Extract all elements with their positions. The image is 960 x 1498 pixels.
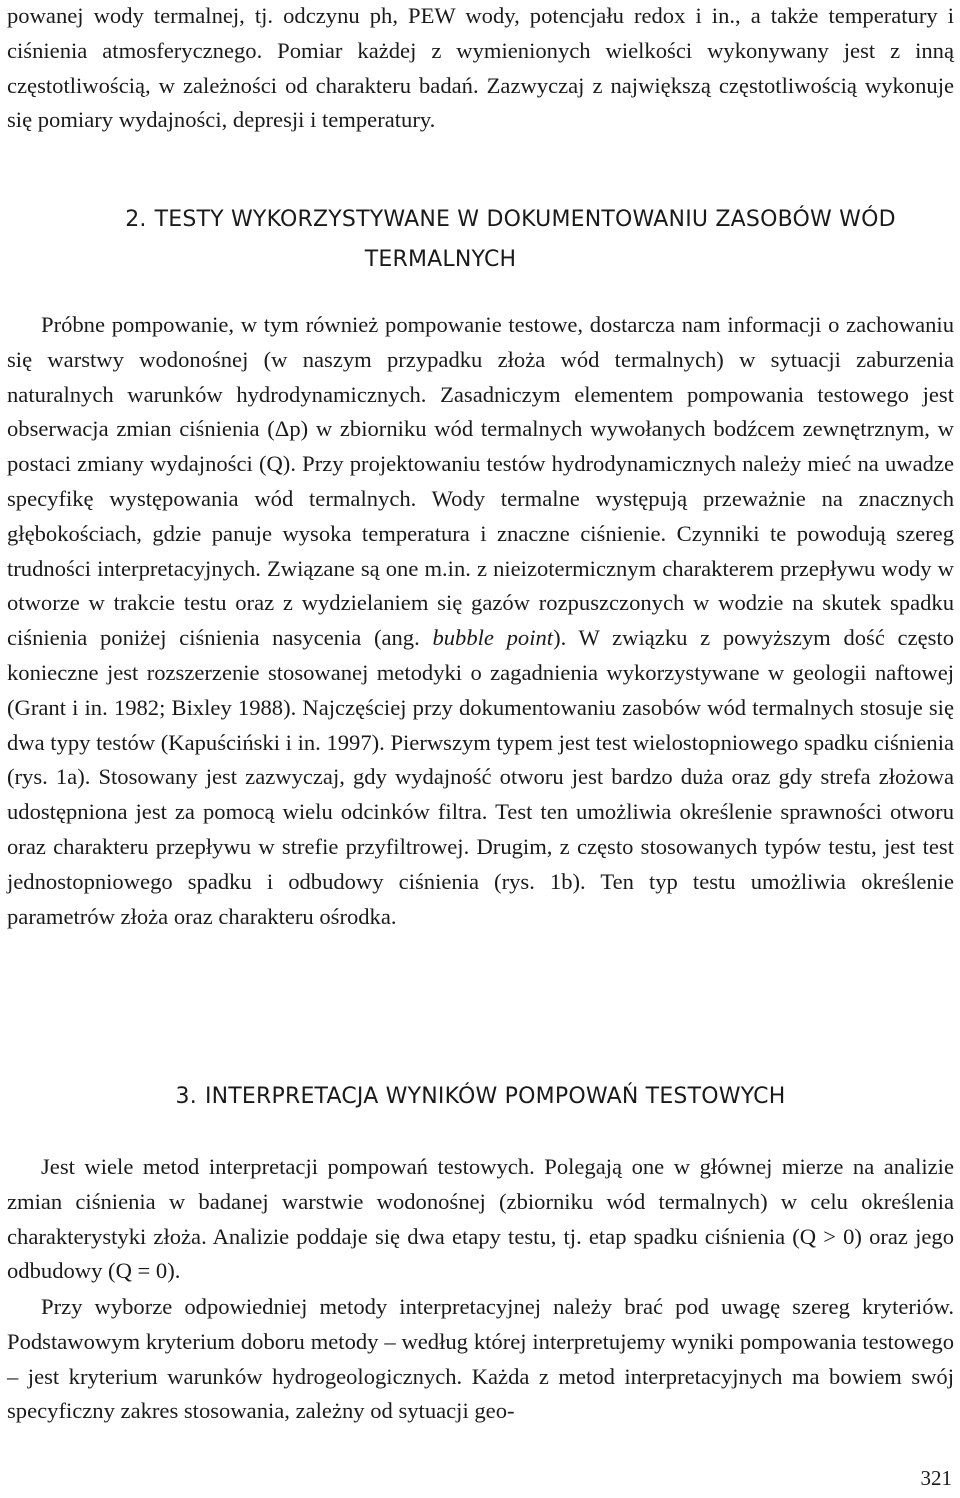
section-3-number: 3. <box>175 1084 197 1109</box>
section-2-paragraph-part2: ). W związku z powyższym dość często konieczne jest rozszerzenie stosowanej metodyki o zagadnienia wykorzystywane w geologii naftowej (Grant i in. 1982; Bixley 1988). Najczęściej przy dokumentowaniu zasobów wód termalnych stosuje się dwa typy testów (Kapuściński i in. 1997). Pierwszym typem jest test wielostopniowego spadku ciśnienia (rys. 1a). Stosowany jest zazwyczaj, gdy wydajność otworu jest bardzo duża oraz gdy strefa złożowa udostępniona jest za pomocą wielu odcinków filtra. Test ten umożliwia określenie sprawności otworu oraz charakteru przepływu w strefie przyfiltrowej. Drugim, z często stosowanych typów testu, jest test jednostopniowego spadku i odbudowy ciśnienia (rys. 1b). Ten typ testu umożliwia określenie parametrów złoża oraz charakteru ośrodka. <box>7 625 955 929</box>
section-3-paragraph-1: Jest wiele metod interpretacji pompowań testowych. Polegają one w głównej mierze na analizie zmian ciśnienia w badanej warstwie wodonośnej (zbiorniku wód termalnych) w celu określenia charakterystyki złoża. Analizie poddaje się dwa etapy testu, tj. etap spadku ciśnienia (Q > 0) oraz jego odbudowy (Q = 0). <box>7 1154 954 1284</box>
section-2-number: 2. <box>125 207 147 232</box>
section-2-title-line2: TERMALNYCH <box>364 247 517 272</box>
section-2-heading <box>7 200 954 280</box>
section-3-heading <box>7 1077 954 1117</box>
page-number: 321 <box>920 1466 952 1490</box>
section-3-title: INTERPRETACJA WYNIKÓW POMPOWAŃ TESTOWYCH <box>204 1084 786 1109</box>
section-2-title-line1: TESTY WYKORZYSTYWANE W DOKUMENTOWANIU ZASOBÓW WÓD <box>154 207 896 232</box>
section-2-paragraph <box>7 308 954 934</box>
bubble-point-term: bubble point <box>432 625 554 651</box>
section-2-paragraph-part1: Próbne pompowanie, w tym również pompowanie testowe, dostarcza nam informacji o zachowaniu się warstwy wodonośnej (w naszym przypadku złoża wód termalnych) w sytuacji zaburzenia naturalnych warunków hydrodynamicznych. Zasadniczym elementem pompowania testowego jest obserwacja zmian ciśnienia (Δp) w zbiorniku wód termalnych wywołanych bodźcem zewnętrznym, w postaci zmiany wydajności (Q). Przy projektowaniu testów hydrodynamicznych należy mieć na uwadze specyfikę występowania wód termalnych. Wody termalne występują przeważnie na znacznych głębokościach, gdzie panuje wysoka temperatura i znaczne ciśnienie. Czynniki te powodują szereg trudności interpretacyjnych. Związane są one m.in. z nieizotermicznym charakterem przepływu wody w otworze w trakcie testu oraz z wydzielaniem się gazów rozpuszczonych w wodzie na skutek spadku ciśnienia poniżej ciśnienia nasycenia (ang. <box>7 312 954 651</box>
paragraph-continued: powanej wody termalnej, tj. odczynu ph, PEW wody, potencjału redox i in., a także temperatury i ciśnienia atmosferycznego. Pomiar każdej z wymienionych wielkości wykonywany jest z inną częstotliwością, w zależności od charakteru badań. Zazwyczaj z największą częstotliwością wykonuje się pomiary wydajności, depresji i temperatury. <box>7 3 954 133</box>
section-3-paragraph-2: Przy wyborze odpowiedniej metody interpretacyjnej należy brać pod uwagę szereg kryteriów. Podstawowym kryterium doboru metody – według której interpretujemy wyniki pompowania testowego – jest kryterium warunków hydrogeologicznych. Każda z metod interpretacyjnych ma bowiem swój specyficzny zakres stosowania, zależny od sytuacji geo- <box>7 1294 954 1424</box>
